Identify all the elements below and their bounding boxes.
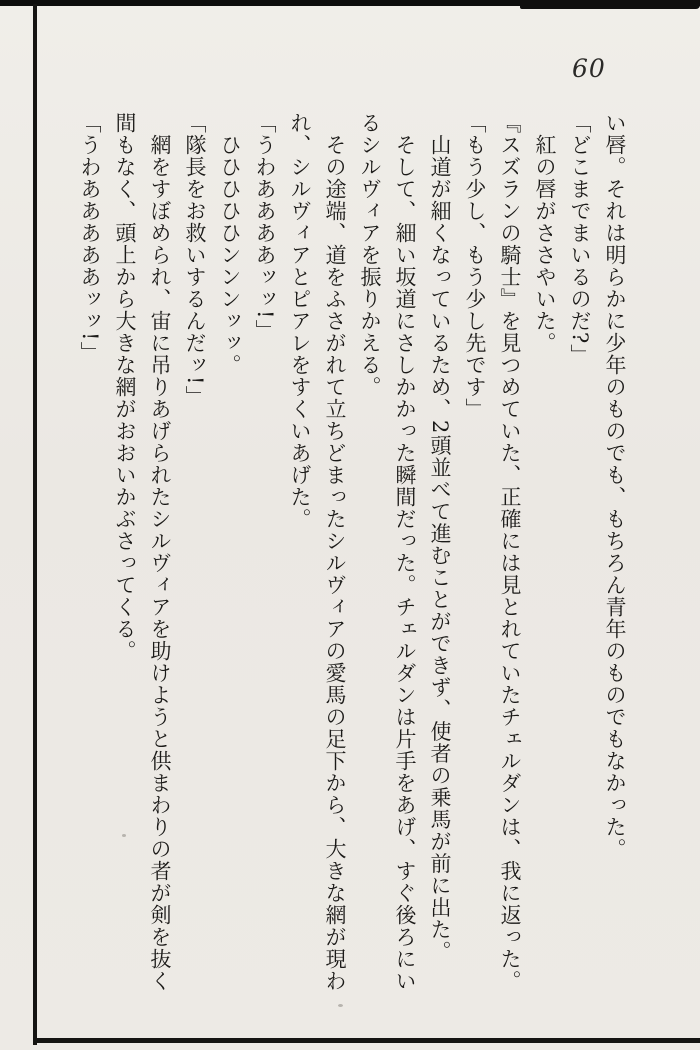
page-border-bottom — [33, 1038, 700, 1043]
page-border-left — [33, 4, 37, 1045]
page-number: 60 — [572, 54, 606, 83]
paragraph: 「隊長をお救いするんだッ!」 — [183, 112, 207, 408]
paragraph: その途端、道をふさがれて立ちどまったシルヴィアの愛馬の足下から、大きな網が現われ、シルヴィアとピアレをすくいあげた。 — [288, 112, 347, 993]
paragraph: ひひひひひンンンッッ。 — [218, 134, 242, 377]
paragraph: 「うわああああッッ!」 — [253, 112, 277, 342]
paragraph: 山道が細くなっているため、2頭並べて進むことができず、使者の乗馬が前に出た。 — [428, 134, 452, 963]
paragraph: 『スズランの騎士』を見つめていた、正確には見とれていたチェルダンは、我に返った。 — [498, 112, 522, 992]
paragraph: 「もう少し、もう少し先です」 — [463, 112, 487, 420]
paragraph: 紅の唇がささやいた。 — [533, 134, 557, 355]
paragraph: 網をすぼめられ、宙に吊りあげられたシルヴィアを助けようと供まわりの者が剣を抜く間もなく、頭上から大きな網がおおいかぶさってくる。 — [113, 112, 172, 993]
scan-speck — [338, 1004, 343, 1007]
scan-speck — [122, 834, 126, 837]
paragraph: い唇。それは明らかに少年のものでも、もちろん青年のものでもなかった。 — [603, 112, 627, 860]
paragraph: 「うわあああああッッ!」 — [78, 112, 102, 364]
page-text — [69, 112, 632, 996]
page-border-top-right — [520, 0, 700, 9]
paragraph: そして、細い坂道にさしかかった瞬間だった。チェルダンは片手をあげ、すぐ後ろにいるシルヴィアを振りかえる。 — [358, 112, 417, 993]
paragraph: 「どこまでまいるのだ?」 — [568, 112, 592, 367]
